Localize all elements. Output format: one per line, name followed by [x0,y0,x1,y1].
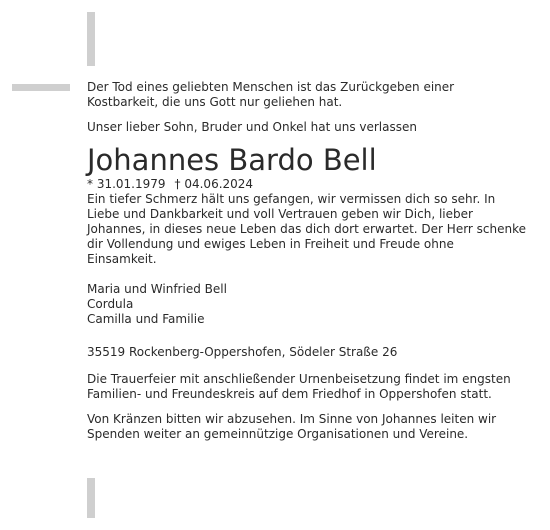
mourner: Maria und Winfried Bell [87,282,227,296]
donation-note: Von Kränzen bitten wir abzusehen. Im Sinne von Johannes leiten wir Spenden weiter an gemeinnützige Organisationen und Vereine. [87,412,497,441]
life-dates [87,177,527,192]
quote: Der Tod eines geliebten Menschen ist das Zurückgeben einer Kostbarkeit, die uns Gott nur geliehen hat. [87,80,455,109]
mourner: Camilla und Familie [87,312,205,326]
cross-vertical-bottom [87,478,95,518]
obituary-text [87,80,527,442]
birth-date: * 31.01.1979 [87,177,166,191]
address: 35519 Rockenberg-Oppershofen, Södeler Straße 26 [87,345,398,359]
deceased-name: Johannes Bardo Bell [87,143,377,177]
intro-line: Unser lieber Sohn, Bruder und Onkel hat uns verlassen [87,120,417,134]
cross-vertical-top [87,12,95,66]
cross-horizontal-bar [12,84,70,91]
mourners-list [87,282,527,327]
ceremony-info: Die Trauerfeier mit anschließender Urnenbeisetzung findet im engsten Familien- und Freundeskreis auf dem Friedhof in Oppershofen statt. [87,372,511,401]
mourning-message: Ein tiefer Schmerz hält uns gefangen, wir vermissen dich so sehr. In Liebe und Dankbarkeit und voll Vertrauen geben wir Dich, lieber Johannes, in dieses neue Leben das dich dort erwartet. Der Herr schenke dir Vollendung und ewiges Leben in Freiheit und Freude ohne Einsamkeit. [87,192,527,266]
mourner: Cordula [87,297,134,311]
death-date: † 04.06.2024 [174,177,254,191]
